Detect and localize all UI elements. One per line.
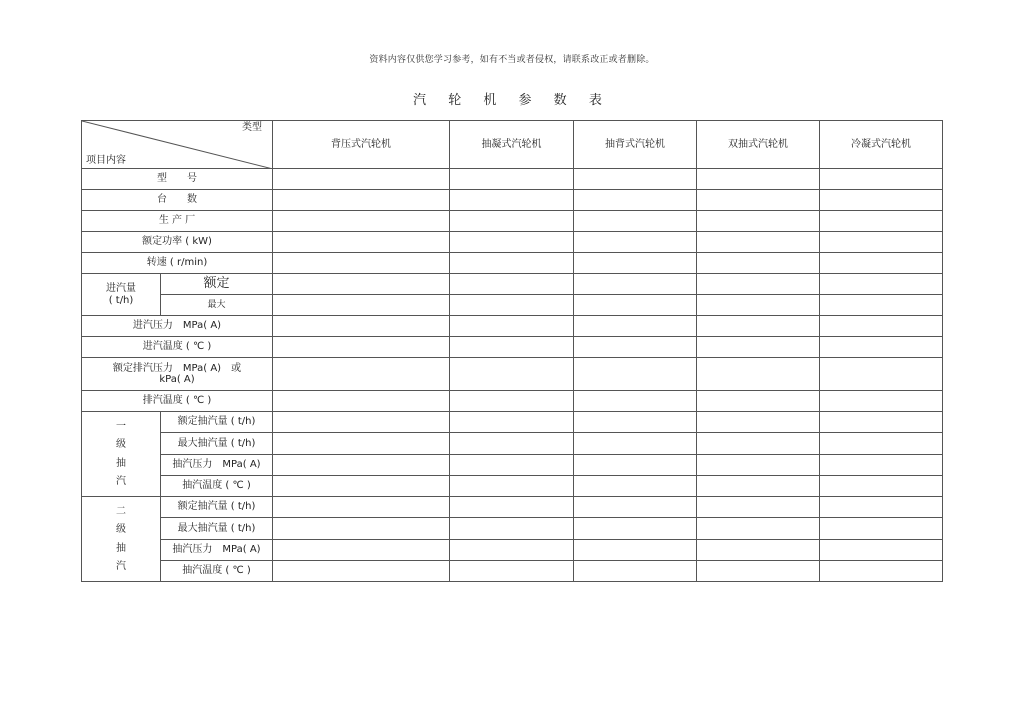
table-cell xyxy=(820,433,943,455)
table-row xyxy=(82,561,943,582)
table-cell xyxy=(820,211,943,232)
row-label-extract-rated: 额定抽汽量 ( t/h) xyxy=(161,497,273,518)
table-cell xyxy=(450,455,574,476)
table-cell xyxy=(820,253,943,274)
table-cell xyxy=(697,358,820,391)
table-cell xyxy=(574,497,697,518)
table-cell xyxy=(273,455,450,476)
row-label-intake-max: 最大 xyxy=(161,295,273,316)
table-cell xyxy=(574,391,697,412)
table-cell xyxy=(273,190,450,211)
table-cell xyxy=(574,540,697,561)
table-cell xyxy=(697,540,820,561)
table-cell xyxy=(574,253,697,274)
table-cell xyxy=(820,476,943,497)
table-cell xyxy=(820,497,943,518)
table-cell xyxy=(273,316,450,337)
intake-group-label: 进汽量 xyxy=(106,283,136,294)
table-row xyxy=(82,190,943,211)
table-cell xyxy=(820,316,943,337)
row-label-intake-pressure: 进汽压力 MPa( A) xyxy=(82,316,273,337)
table-cell xyxy=(273,518,450,540)
table-cell xyxy=(450,211,574,232)
column-header: 背压式汽轮机 xyxy=(273,121,450,169)
table-row xyxy=(82,391,943,412)
table-cell xyxy=(820,337,943,358)
table-cell xyxy=(450,190,574,211)
table-cell xyxy=(820,540,943,561)
corner-item-label: 项目内容 xyxy=(86,154,126,166)
table-cell xyxy=(450,433,574,455)
table-cell xyxy=(697,169,820,190)
table-cell xyxy=(574,169,697,190)
table-row xyxy=(82,295,943,316)
table-cell xyxy=(574,358,697,391)
stage1-char: 级 xyxy=(116,439,126,450)
table-cell xyxy=(273,476,450,497)
table-row xyxy=(82,274,943,295)
table-cell xyxy=(574,476,697,497)
row-label-extract-max: 最大抽汽量 ( t/h) xyxy=(161,518,273,540)
table-cell xyxy=(273,253,450,274)
table-cell xyxy=(273,232,450,253)
table-cell xyxy=(697,316,820,337)
intake-group-unit: ( t/h) xyxy=(108,294,134,306)
page-title: 汽 轮 机 参 数 表 xyxy=(413,93,611,108)
row-group-intake xyxy=(82,274,161,316)
table-cell xyxy=(697,391,820,412)
table-cell xyxy=(697,337,820,358)
table-row xyxy=(82,358,943,391)
table-cell xyxy=(820,232,943,253)
stage2-char: 级 xyxy=(116,524,126,535)
table-cell xyxy=(697,190,820,211)
table-cell xyxy=(697,211,820,232)
column-header: 冷凝式汽轮机 xyxy=(820,121,943,169)
corner-type-label: 类型 xyxy=(242,122,262,133)
table-cell xyxy=(697,561,820,582)
column-header: 抽凝式汽轮机 xyxy=(450,121,574,169)
table-row xyxy=(82,497,943,518)
table-cell xyxy=(820,190,943,211)
table-cell xyxy=(273,337,450,358)
row-label-intake-rated: 额定 xyxy=(161,274,273,295)
table-cell xyxy=(450,316,574,337)
table-cell xyxy=(450,391,574,412)
corner-header-cell xyxy=(82,121,273,169)
table-row xyxy=(82,337,943,358)
parameter-table xyxy=(81,120,943,582)
table-cell xyxy=(574,433,697,455)
row-label-maker: 生 产 厂 xyxy=(82,211,273,232)
table-cell xyxy=(450,295,574,316)
table-row xyxy=(82,540,943,561)
row-label-exhaust-pressure xyxy=(82,358,273,391)
row-label-intake-temp: 进汽温度 ( ℃ ) xyxy=(82,337,273,358)
column-header: 抽背式汽轮机 xyxy=(574,121,697,169)
table-cell xyxy=(697,274,820,295)
stage1-char: 汽 xyxy=(116,476,126,487)
row-label-model: 型 号 xyxy=(82,169,273,190)
row-label-extract-pressure: 抽汽压力 MPa( A) xyxy=(161,455,273,476)
table-cell xyxy=(574,316,697,337)
table-cell xyxy=(697,295,820,316)
table-cell xyxy=(574,412,697,433)
table-cell xyxy=(697,253,820,274)
table-cell xyxy=(820,412,943,433)
table-cell xyxy=(574,232,697,253)
table-cell xyxy=(574,211,697,232)
row-label-extract-max: 最大抽汽量 ( t/h) xyxy=(161,433,273,455)
row-label-count: 台 数 xyxy=(82,190,273,211)
table-cell xyxy=(450,274,574,295)
table-cell xyxy=(574,518,697,540)
table-row xyxy=(82,412,943,433)
stage1-char: 一 xyxy=(116,420,126,432)
stage2-char: 汽 xyxy=(116,561,126,572)
table-cell xyxy=(820,518,943,540)
exhaust-pressure-line2: kPa( A) xyxy=(159,374,195,385)
header-row xyxy=(82,121,943,169)
stage2-char: 抽 xyxy=(116,542,126,554)
table-cell xyxy=(450,540,574,561)
table-cell xyxy=(273,295,450,316)
table-cell xyxy=(273,274,450,295)
table-cell xyxy=(450,412,574,433)
table-cell xyxy=(697,518,820,540)
table-cell xyxy=(820,561,943,582)
table-cell xyxy=(820,455,943,476)
table-cell xyxy=(820,274,943,295)
row-label-extract-temp: 抽汽温度 ( ℃ ) xyxy=(161,561,273,582)
column-header: 双抽式汽轮机 xyxy=(697,121,820,169)
table-cell xyxy=(273,169,450,190)
table-cell xyxy=(450,476,574,497)
table-row xyxy=(82,455,943,476)
table-cell xyxy=(697,433,820,455)
exhaust-pressure-line1: 额定排汽压力 MPa( A) 或 xyxy=(112,362,242,374)
table-row xyxy=(82,253,943,274)
table-cell xyxy=(574,561,697,582)
row-label-extract-pressure: 抽汽压力 MPa( A) xyxy=(161,540,273,561)
table-cell xyxy=(574,274,697,295)
row-group-stage1 xyxy=(82,412,161,497)
table-cell xyxy=(697,497,820,518)
table-row xyxy=(82,476,943,497)
table-cell xyxy=(574,295,697,316)
table-cell xyxy=(697,232,820,253)
disclaimer-text: 资料内容仅供您学习参考，如有不当或者侵权，请联系改正或者删除。 xyxy=(369,55,655,65)
table-row xyxy=(82,518,943,540)
table-cell xyxy=(450,232,574,253)
table-cell xyxy=(574,455,697,476)
table-cell xyxy=(820,358,943,391)
row-label-extract-rated: 额定抽汽量 ( t/h) xyxy=(161,412,273,433)
table-row xyxy=(82,316,943,337)
table-cell xyxy=(450,358,574,391)
table-cell xyxy=(273,540,450,561)
row-label-extract-temp: 抽汽温度 ( ℃ ) xyxy=(161,476,273,497)
table-cell xyxy=(450,561,574,582)
table-cell xyxy=(450,497,574,518)
table-cell xyxy=(273,497,450,518)
table-cell xyxy=(820,169,943,190)
row-group-stage2 xyxy=(82,497,161,582)
row-label-rated-power: 额定功率 ( kW) xyxy=(82,232,273,253)
table-cell xyxy=(450,169,574,190)
table-cell xyxy=(273,391,450,412)
table-row xyxy=(82,211,943,232)
stage2-char: 二 xyxy=(116,505,126,517)
table-row xyxy=(82,232,943,253)
table-cell xyxy=(273,561,450,582)
table-cell xyxy=(450,337,574,358)
stage1-char: 抽 xyxy=(116,457,126,469)
table-cell xyxy=(574,190,697,211)
row-label-speed: 转速 ( r/min) xyxy=(82,253,273,274)
table-cell xyxy=(450,518,574,540)
table-cell xyxy=(697,476,820,497)
table-row xyxy=(82,433,943,455)
table-cell xyxy=(450,253,574,274)
table-cell xyxy=(273,433,450,455)
table-row xyxy=(82,169,943,190)
table-cell xyxy=(820,295,943,316)
table-cell xyxy=(574,337,697,358)
row-label-exhaust-temp: 排汽温度 ( ℃ ) xyxy=(82,391,273,412)
table-cell xyxy=(697,455,820,476)
table-cell xyxy=(273,412,450,433)
table-cell xyxy=(820,391,943,412)
table-cell xyxy=(697,412,820,433)
table-cell xyxy=(273,211,450,232)
table-cell xyxy=(273,358,450,391)
